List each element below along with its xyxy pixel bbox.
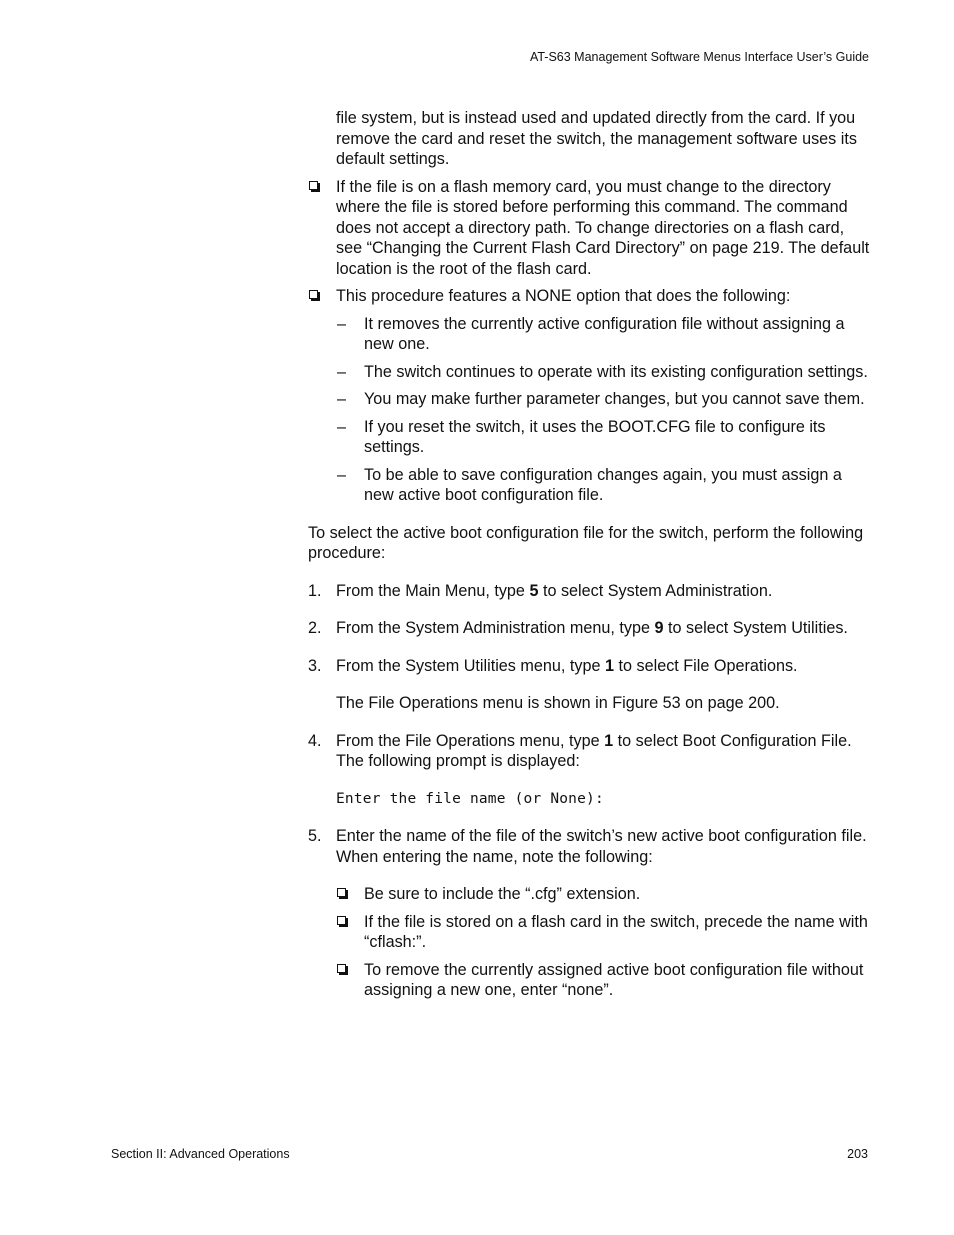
checkbox-bullet-icon [337,916,346,925]
step-text: Enter the name of the file of the switch’s new active boot configuration file. When entering the name, note the following: [336,827,867,866]
list-item [308,417,870,458]
footer-section: Section II: Advanced Operations [111,1147,290,1161]
checkbox-bullet-icon [309,290,318,299]
bullet-text: If the file is on a flash memory card, you must change to the directory where the file is stored before performing this command. The command does not accept a directory path. To change directories on a flash card, see “Changing the Current Flash Card Directory” on page 219. The default location is the root of the flash card. [336,177,870,278]
page-number: 203 [847,1147,868,1161]
step-number: 5. [308,827,322,845]
dash-bullet-icon: – [337,465,347,484]
step-key: 9 [654,619,664,637]
step-text-pre: From the Main Menu, type [336,581,530,600]
step-text-post: to select System Administration. [538,581,773,600]
page-body [308,108,870,1001]
step-text-pre: From the System Utilities menu, type [336,656,605,675]
step-number: 3. [308,656,322,675]
dash-item-text: It removes the currently active configuration file without assigning a new one. [364,314,845,353]
checkbox-bullet-icon [337,888,346,897]
step-number: 2. [308,619,322,637]
prompt-code: Enter the file name (or None): [336,790,604,807]
dash-bullet-icon: – [337,314,347,333]
step-key: 5 [529,581,539,600]
step-note: The File Operations menu is shown in Figure 53 on page 200. [336,694,780,712]
procedure-step [308,618,870,639]
checkbox-bullet-icon [309,181,318,190]
list-item [308,912,870,953]
list-item [308,960,870,1001]
list-item [308,884,870,905]
step-number: 4. [308,731,322,750]
sub-bullet-text: To remove the currently assigned active boot configuration file without assigning a new one, enter “none”. [364,960,864,999]
dash-bullet-icon: – [337,390,347,408]
procedure-intro: To select the active boot configuration file for the switch, perform the following procedure: [308,523,864,562]
step-text-pre: From the File Operations menu, type [336,731,605,750]
procedure-step [308,826,870,867]
step-text-post: to select System Utilities. [663,619,848,637]
checkbox-bullet-icon [337,964,346,973]
running-header: AT-S63 Management Software Menus Interface User’s Guide [529,50,869,64]
sub-bullet-text: Be sure to include the “.cfg” extension. [364,885,641,903]
list-item [308,465,870,506]
procedure-step [308,731,870,772]
list-item [308,286,870,307]
dash-item-text: If you reset the switch, it uses the BOOT.CFG file to configure its settings. [364,417,826,456]
procedure-step [308,581,870,602]
sub-bullet-text: If the file is stored on a flash card in the switch, precede the name with “cflash:”. [364,912,868,951]
step-text-pre: From the System Administration menu, type [336,619,655,637]
dash-bullet-icon: – [337,417,347,436]
dash-item-text: To be able to save configuration changes again, you must assign a new active boot configuration file. [364,465,842,504]
list-item [308,362,870,383]
list-item [308,177,870,280]
step-text-post: to select File Operations. [614,656,798,675]
step-number: 1. [308,581,322,600]
intro-continuation: file system, but is instead used and updated directly from the card. If you remove the card and reset the switch, the management software uses its default settings. [336,109,857,168]
step-key: 1 [604,731,614,750]
bullet-text: This procedure features a NONE option that does the following: [336,287,791,305]
dash-bullet-icon: – [337,362,347,381]
list-item [308,389,870,410]
step-key: 1 [604,656,614,675]
dash-item-text: You may make further parameter changes, but you cannot save them. [364,390,865,408]
list-item [308,314,870,355]
procedure-step [308,656,870,677]
step-text-post: to select Boot Configuration File. The following prompt is displayed: [336,731,852,770]
dash-item-text: The switch continues to operate with its existing configuration settings. [364,362,868,381]
